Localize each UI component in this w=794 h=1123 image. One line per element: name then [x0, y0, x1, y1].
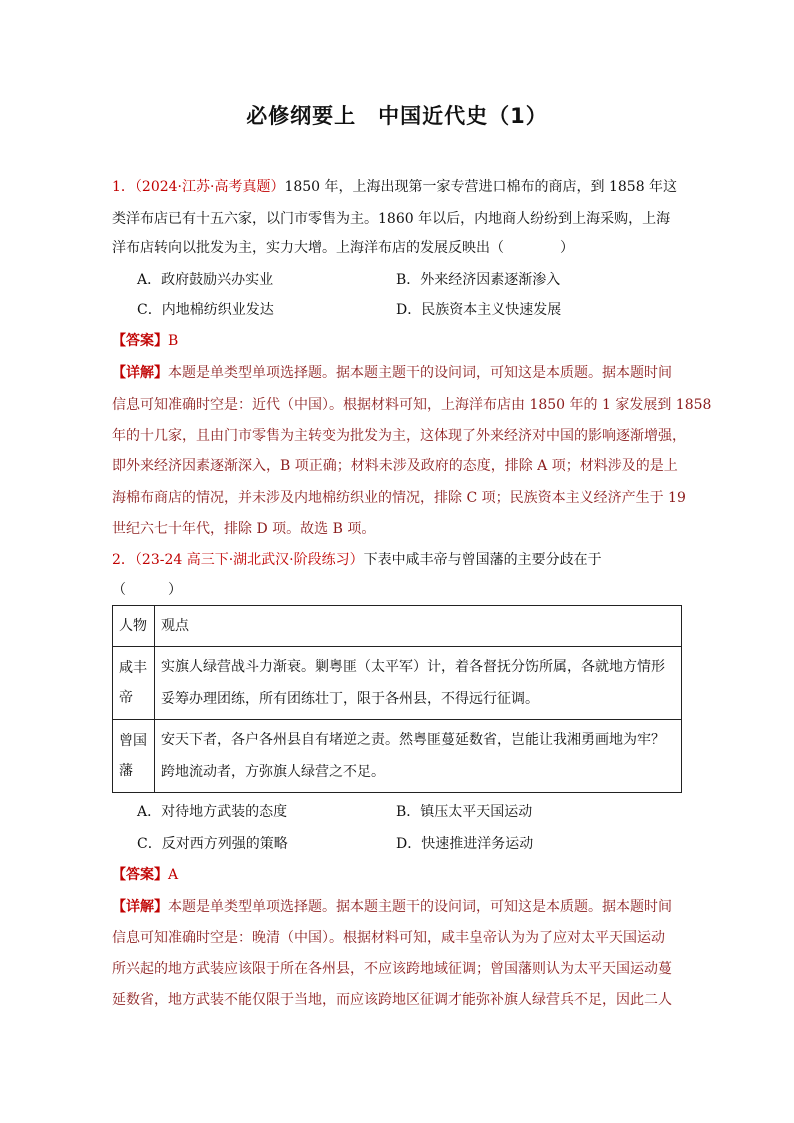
question-2-option-a: A．对待地方武装的态度: [137, 804, 288, 820]
table-cell-person: [113, 647, 155, 720]
detail-label: 【详解】: [112, 365, 168, 381]
question-1-answer: [112, 332, 682, 350]
question-2-option-d: D．快速推进洋务运动: [396, 836, 534, 852]
question-2-source: （23-24 高三下·湖北武汉·阶段练习）: [134, 552, 364, 568]
question-1-line-1: [112, 178, 682, 196]
question-1-detail-1: [112, 364, 682, 382]
person-line: 曾国: [119, 733, 147, 749]
question-2-detail-1: [112, 898, 682, 916]
table-row: [113, 720, 682, 793]
question-2-detail-4: 延数省，地方武装不能仅限于当地，而应该跨地区征调才能弥补旗人绿营兵不足，因此二人: [112, 992, 672, 1008]
detail-text: 本题是单类型单项选择题。据本题主题干的设问词，可知这是本质题。据本题时间: [168, 899, 672, 915]
question-1-detail-2: 信息可知准确时空是：近代（中国）。根据材料可知，上海洋布店由 1850 年的 1 家发展到 1858: [112, 397, 712, 413]
detail-text: 本题是单类型单项选择题。据本题主题干的设问词，可知这是本质题。据本题时间: [168, 365, 672, 381]
question-1-line-3: 洋布店转向以批发为主，实力大增。上海洋布店的发展反映出（ ）: [112, 240, 574, 256]
question-1-detail-5: 海棉布商店的情况，并未涉及内地棉纺织业的情况，排除 C 项；民族资本主义经济产生于 19: [112, 490, 686, 506]
table-header-view: 观点: [155, 606, 682, 647]
question-1-source: （2024·江苏·高考真题）: [134, 179, 285, 195]
question-2-line-1: [112, 551, 682, 569]
question-1-option-a: A．政府鼓励兴办实业: [137, 272, 274, 288]
table-row: [113, 647, 682, 720]
view-line: 跨地流动者，方弥旗人绿营之不足。: [161, 764, 385, 780]
question-1-option-d: D．民族资本主义快速发展: [396, 302, 562, 318]
answer-value: A: [168, 867, 179, 883]
comparison-table: [112, 605, 682, 793]
question-1-option-b: B．外来经济因素逐渐渗入: [396, 272, 561, 288]
detail-label: 【详解】: [112, 899, 168, 915]
question-2-paren: （ ）: [112, 582, 182, 598]
question-2-answer: [112, 866, 682, 884]
answer-value: B: [168, 333, 179, 349]
question-2-detail-3: 所兴起的地方武装应该限于所在各州县，不应该跨地域征调；曾国藩则认为太平天国运动蔓: [112, 961, 672, 977]
answer-label: 【答案】: [112, 867, 168, 883]
table-cell-person: [113, 720, 155, 793]
table-cell-view: [155, 720, 682, 793]
question-2-option-c: C．反对西方列强的策略: [137, 836, 288, 852]
question-1-number: 1．: [112, 179, 135, 195]
question-2-stem: 下表中咸丰帝与曾国藩的主要分歧在于: [363, 552, 602, 568]
table-header-person: 人物: [113, 606, 155, 647]
question-1-option-c: C．内地棉纺织业发达: [137, 302, 274, 318]
page-title: 必修纲要上 中国近代史（1）: [246, 104, 548, 128]
question-1-stem-1: 1850 年，上海出现第一家专营进口棉布的商店，到 1858 年这: [284, 179, 678, 195]
question-1-detail-4: 即外来经济因素逐渐深入，B 项正确；材料未涉及政府的态度，排除 A 项；材料涉及的是上: [112, 458, 678, 474]
view-line: 妥筹办理团练，所有团练壮丁，限于各州县，不得远行征调。: [161, 691, 539, 707]
table-cell-view: [155, 647, 682, 720]
question-1-detail-3: 年的十几家，且由门市零售为主转变为批发为主，这体现了外来经济对中国的影响逐渐增强，: [112, 428, 686, 444]
person-line: 咸丰: [119, 660, 147, 676]
question-1-line-2: 类洋布店已有十五六家，以门市零售为主。1860 年以后，内地商人纷纷到上海采购，上海: [112, 211, 671, 227]
person-line: 帝: [119, 690, 133, 706]
view-line: 实旗人绿营战斗力渐衰。剿粤匪（太平军）计，着各督抚分饬所属，各就地方情形: [161, 659, 665, 675]
question-2-detail-2: 信息可知准确时空是：晚清（中国）。根据材料可知，咸丰皇帝认为为了应对太平天国运动: [112, 930, 665, 946]
question-1-detail-6: 世纪六七十年代，排除 D 项。故选 B 项。: [112, 521, 376, 537]
table-header-row: [113, 606, 682, 647]
person-line: 藩: [119, 763, 133, 779]
question-2-number: 2．: [112, 552, 135, 568]
answer-label: 【答案】: [112, 333, 168, 349]
question-2-option-b: B．镇压太平天国运动: [396, 804, 533, 820]
view-line: 安天下者，各户各州县自有堵逆之责。然粤匪蔓延数省，岂能让我湘勇画地为牢？: [161, 732, 665, 748]
